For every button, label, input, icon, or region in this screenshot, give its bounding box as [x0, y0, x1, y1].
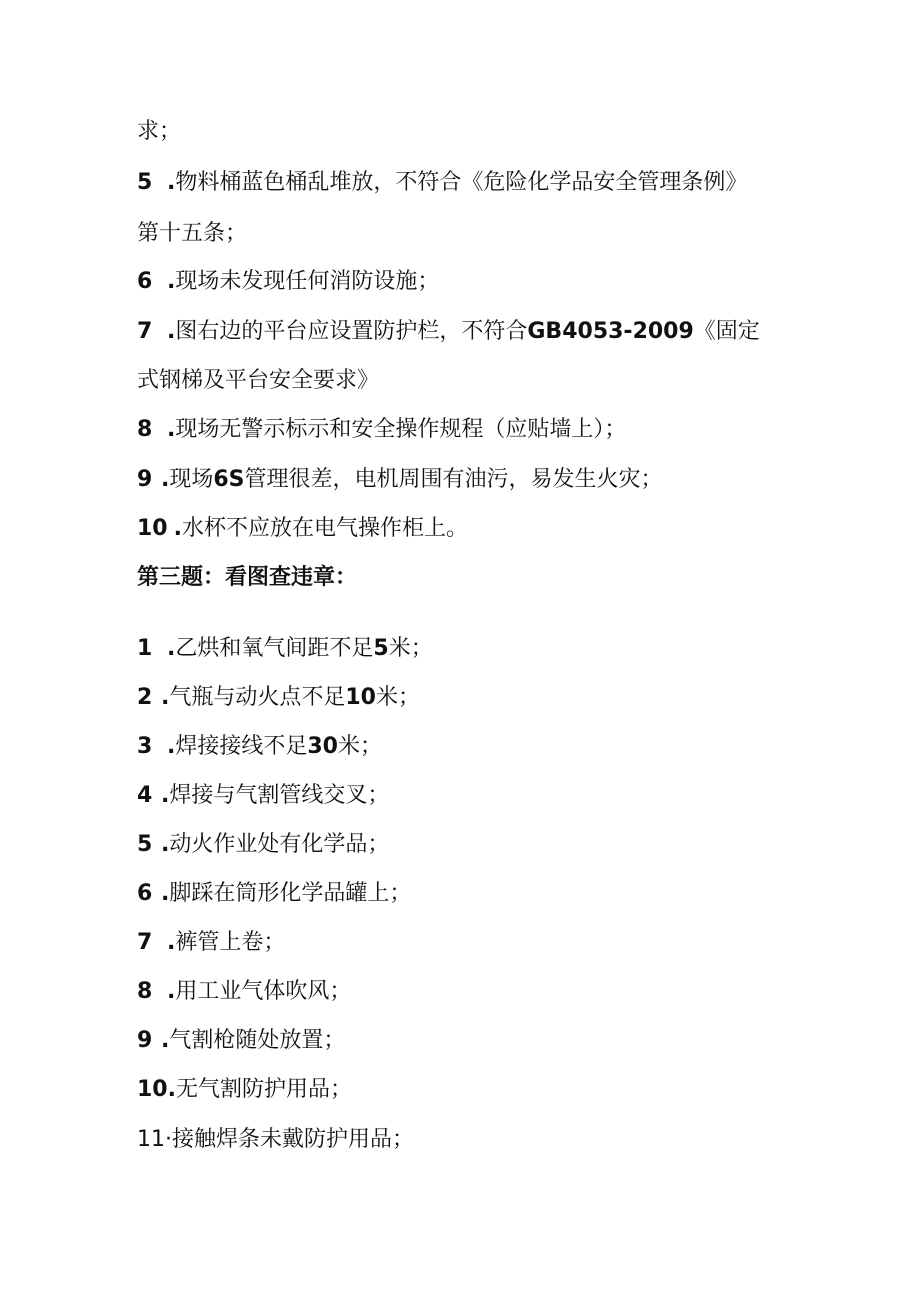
item-number: 10	[137, 1077, 168, 1102]
item-separator: .	[167, 269, 176, 294]
item-text: 物料桶蓝色桶乱堆放，不符合《危险化学品安全管理条例》	[175, 170, 748, 195]
list-item	[137, 781, 389, 811]
item-text: 裤管上卷；	[175, 930, 286, 955]
item-separator: .	[167, 636, 176, 661]
item-number: 9	[137, 467, 153, 492]
continuation-text: 求；	[137, 119, 182, 144]
item-text: 焊接与气割管线交叉；	[169, 783, 390, 808]
item-separator: .	[167, 930, 176, 955]
item-number: 4	[137, 783, 153, 808]
item-number: 10	[137, 516, 168, 541]
item-number: 9	[137, 1028, 153, 1053]
list-item-continuation	[137, 219, 247, 249]
list-item	[137, 928, 285, 958]
item-separator: .	[167, 319, 176, 344]
list-item	[137, 830, 389, 860]
item-text: 现场	[169, 467, 214, 492]
item-separator: .	[161, 1028, 170, 1053]
item-text: 接触焊条未戴防护用品；	[172, 1127, 415, 1152]
list-item	[137, 415, 626, 445]
bold-number: 30	[307, 734, 338, 759]
item-separator: .	[173, 516, 182, 541]
item-separator: .	[161, 685, 170, 710]
item-text: 第十五条；	[137, 221, 248, 246]
bold-number: 5	[373, 636, 389, 661]
bold-term: 6S	[213, 467, 245, 492]
list-item	[137, 465, 663, 495]
list-item	[137, 977, 351, 1007]
item-separator: .	[167, 734, 176, 759]
item-separator: .	[167, 979, 176, 1004]
item-number: 8	[137, 979, 153, 1004]
item-text: 无气割防护用品；	[175, 1077, 352, 1102]
item-separator: .	[167, 1077, 176, 1102]
item-text: 米；	[376, 685, 421, 710]
item-number: 6	[137, 269, 153, 294]
list-item	[137, 732, 382, 762]
item-text: 管理很差，电机周围有油污，易发生火灾；	[244, 467, 663, 492]
item-text: 式钢梯及平台安全要求》	[137, 368, 380, 393]
list-item-continuation	[137, 366, 379, 396]
standard-code: GB4053-2009	[527, 319, 694, 344]
list-item	[137, 683, 420, 713]
continuation-line	[137, 117, 181, 147]
item-number: 8	[137, 417, 153, 442]
item-number: 5	[137, 170, 153, 195]
list-item	[137, 879, 411, 909]
item-separator: .	[167, 170, 176, 195]
item-number: 2	[137, 685, 153, 710]
item-number: 5	[137, 832, 153, 857]
list-item	[137, 1026, 345, 1056]
item-text: 水杯不应放在电气操作柜上。	[181, 516, 468, 541]
item-text: 脚踩在筒形化学品罐上；	[169, 881, 412, 906]
item-text: 米；	[338, 734, 383, 759]
item-text: 现场无警示标示和安全操作规程（应贴墙上）；	[175, 417, 627, 442]
section-heading: 第三题：看图查违章：	[137, 565, 358, 590]
item-text: 气割枪随处放置；	[169, 1028, 346, 1053]
list-item	[137, 317, 760, 347]
item-number: 11	[137, 1127, 165, 1152]
list-item	[137, 1125, 414, 1155]
item-separator: .	[161, 783, 170, 808]
item-text: 现场未发现任何消防设施；	[175, 269, 440, 294]
list-item	[137, 1075, 352, 1105]
item-separator: .	[167, 417, 176, 442]
item-text: 《固定	[693, 319, 760, 344]
list-item	[137, 168, 747, 198]
item-text: 焊接接线不足	[175, 734, 308, 759]
item-number: 7	[137, 930, 153, 955]
item-number: 6	[137, 881, 153, 906]
item-number: 7	[137, 319, 153, 344]
item-text: 乙烘和氧气间距不足	[175, 636, 374, 661]
item-separator: .	[161, 881, 170, 906]
item-text: 米；	[388, 636, 433, 661]
item-separator: ·	[165, 1127, 172, 1152]
item-number: 1	[137, 636, 153, 661]
item-separator: .	[161, 467, 170, 492]
item-text: 图右边的平台应设置防护栏，不符合	[175, 319, 528, 344]
list-item	[137, 514, 468, 544]
list-item	[137, 634, 433, 664]
item-separator: .	[161, 832, 170, 857]
list-item	[137, 267, 439, 297]
item-text: 动火作业处有化学品；	[169, 832, 390, 857]
item-number: 3	[137, 734, 153, 759]
bold-number: 10	[345, 685, 376, 710]
item-text: 气瓶与动火点不足	[169, 685, 346, 710]
item-text: 用工业气体吹风；	[175, 979, 352, 1004]
